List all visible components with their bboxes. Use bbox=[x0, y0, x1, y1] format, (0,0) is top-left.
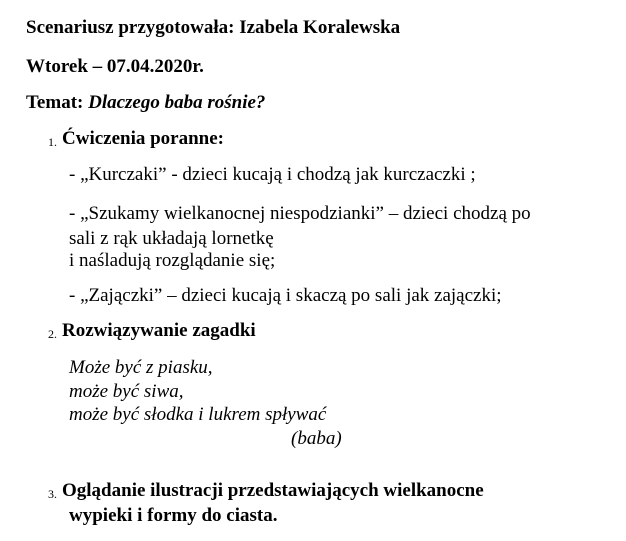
exercise-kurczaki: - „Kurczaki” - dzieci kucają i chodzą jak kurczaczki ; bbox=[69, 164, 476, 185]
date-line: Wtorek – 07.04.2020r. bbox=[26, 56, 204, 77]
topic-line bbox=[26, 92, 265, 114]
section-2-title: Rozwiązywanie zagadki bbox=[62, 320, 256, 341]
section-1-title: Ćwiczenia poranne: bbox=[62, 128, 225, 149]
section-2-number: 2. bbox=[48, 327, 57, 341]
exercise-szukamy-line1: - „Szukamy wielkanocnej niespodzianki” – dzieci chodzą po bbox=[69, 203, 531, 224]
topic-title: Dlaczego baba rośnie? bbox=[88, 92, 266, 113]
section-3-title-line2: wypieki i formy do ciasta. bbox=[69, 505, 278, 526]
exercise-szukamy-line3: i naśladują rozglądanie się; bbox=[69, 250, 276, 271]
exercise-zajaczki: - „Zajączki” – dzieci kucają i skaczą po sali jak zajączki; bbox=[69, 285, 502, 306]
section-3-title-line1: Oglądanie ilustracji przedstawiających wielkanocne bbox=[62, 480, 484, 501]
riddle-line-1: Może być z piasku, bbox=[69, 357, 213, 378]
riddle-line-2: może być siwa, bbox=[69, 381, 184, 402]
riddle-answer: (baba) bbox=[291, 428, 342, 449]
section-1-number: 1. bbox=[48, 135, 57, 149]
exercise-szukamy-line2: sali z rąk układają lornetkę bbox=[69, 228, 274, 249]
author-line: Scenariusz przygotowała: Izabela Koralewska bbox=[26, 17, 401, 38]
riddle-line-3: może być słodka i lukrem spływać bbox=[69, 404, 327, 425]
topic-label: Temat: bbox=[26, 92, 84, 113]
section-3-number: 3. bbox=[48, 487, 57, 501]
